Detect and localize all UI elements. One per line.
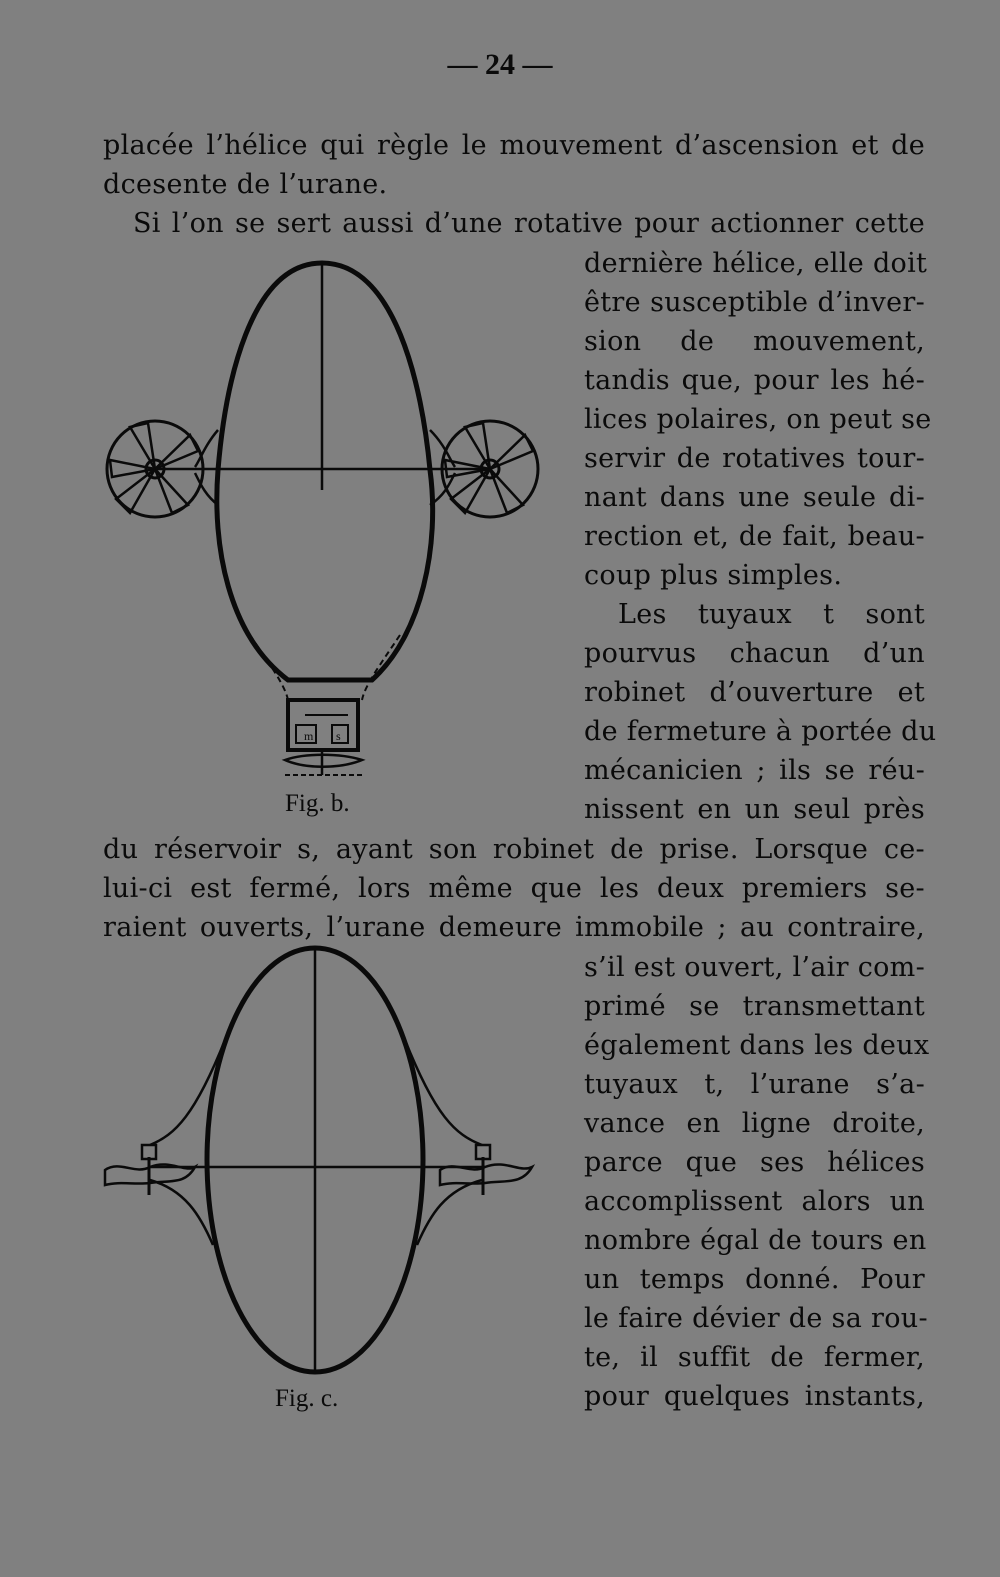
text-line: lices polaires, on peut se (584, 404, 932, 435)
text-line: parce que ses hélices (584, 1147, 925, 1178)
text-line: pour quelques instants, (584, 1381, 925, 1412)
figure-b-envelope (217, 263, 433, 680)
text-line: être susceptible d’inver- (584, 287, 925, 318)
text-line: nombre égal de tours en (584, 1225, 927, 1256)
text-line: dcesente de l’urane. (103, 169, 388, 200)
text-line: du réservoir s, ayant son robinet de prise. Lorsque ce- (103, 834, 925, 865)
figure-b-airship-diagram (100, 255, 550, 815)
text-line: accomplissent alors un (584, 1186, 925, 1217)
text-line: dernière hélice, elle doit (584, 248, 928, 279)
text-line: Si l’on se sert aussi d’une rotative pour actionner cette (133, 208, 925, 239)
text-line: Les tuyaux t sont (618, 599, 925, 630)
text-line: tandis que, pour les hé- (584, 365, 925, 396)
text-line: coup plus simples. (584, 560, 843, 591)
text-line: robinet d’ouverture et (584, 677, 925, 708)
text-line: tuyaux t, l’urane s’a- (584, 1069, 925, 1100)
text-line: un temps donné. Pour (584, 1264, 925, 1295)
text-line: pourvus chacun d’un (584, 638, 925, 669)
text-line: nissent en un seul près (584, 794, 925, 825)
text-line: également dans les deux (584, 1030, 930, 1061)
page-number: — 24 — (447, 48, 553, 81)
text-line: te, il suffit de fermer, (584, 1342, 925, 1373)
figure-b-gondola (285, 700, 362, 775)
figure-c-caption: Fig. c. (275, 1385, 339, 1412)
figure-b-label-m: m (304, 729, 314, 743)
text-line: sion de mouvement, (584, 326, 925, 357)
text-line: le faire dévier de sa rou- (584, 1303, 928, 1334)
text-line: de fermeture à portée du (584, 716, 937, 747)
text-line: vance en ligne droite, (584, 1108, 925, 1139)
text-line: s’il est ouvert, l’air com- (584, 952, 925, 983)
figure-b-caption: Fig. b. (285, 790, 350, 817)
figure-b-label-s: s (336, 729, 341, 743)
text-line: primé se transmettant (584, 991, 925, 1022)
text-line: placée l’hélice qui règle le mouvement d’ascension et de (103, 130, 925, 161)
text-line: nant dans une seule di- (584, 482, 925, 513)
text-line: raient ouverts, l’urane demeure immobile ; au contraire, (103, 912, 925, 943)
text-line: servir de rotatives tour- (584, 443, 925, 474)
text-line: mécanicien ; ils se réu- (584, 755, 925, 786)
text-line: lui-ci est fermé, lors même que les deux premiers se- (103, 873, 925, 904)
figure-c-airship-diagram (100, 945, 550, 1385)
text-line: rection et, de fait, beau- (584, 521, 925, 552)
figure-c-right-propeller (440, 1145, 532, 1195)
figure-c-left-propeller (105, 1145, 195, 1195)
